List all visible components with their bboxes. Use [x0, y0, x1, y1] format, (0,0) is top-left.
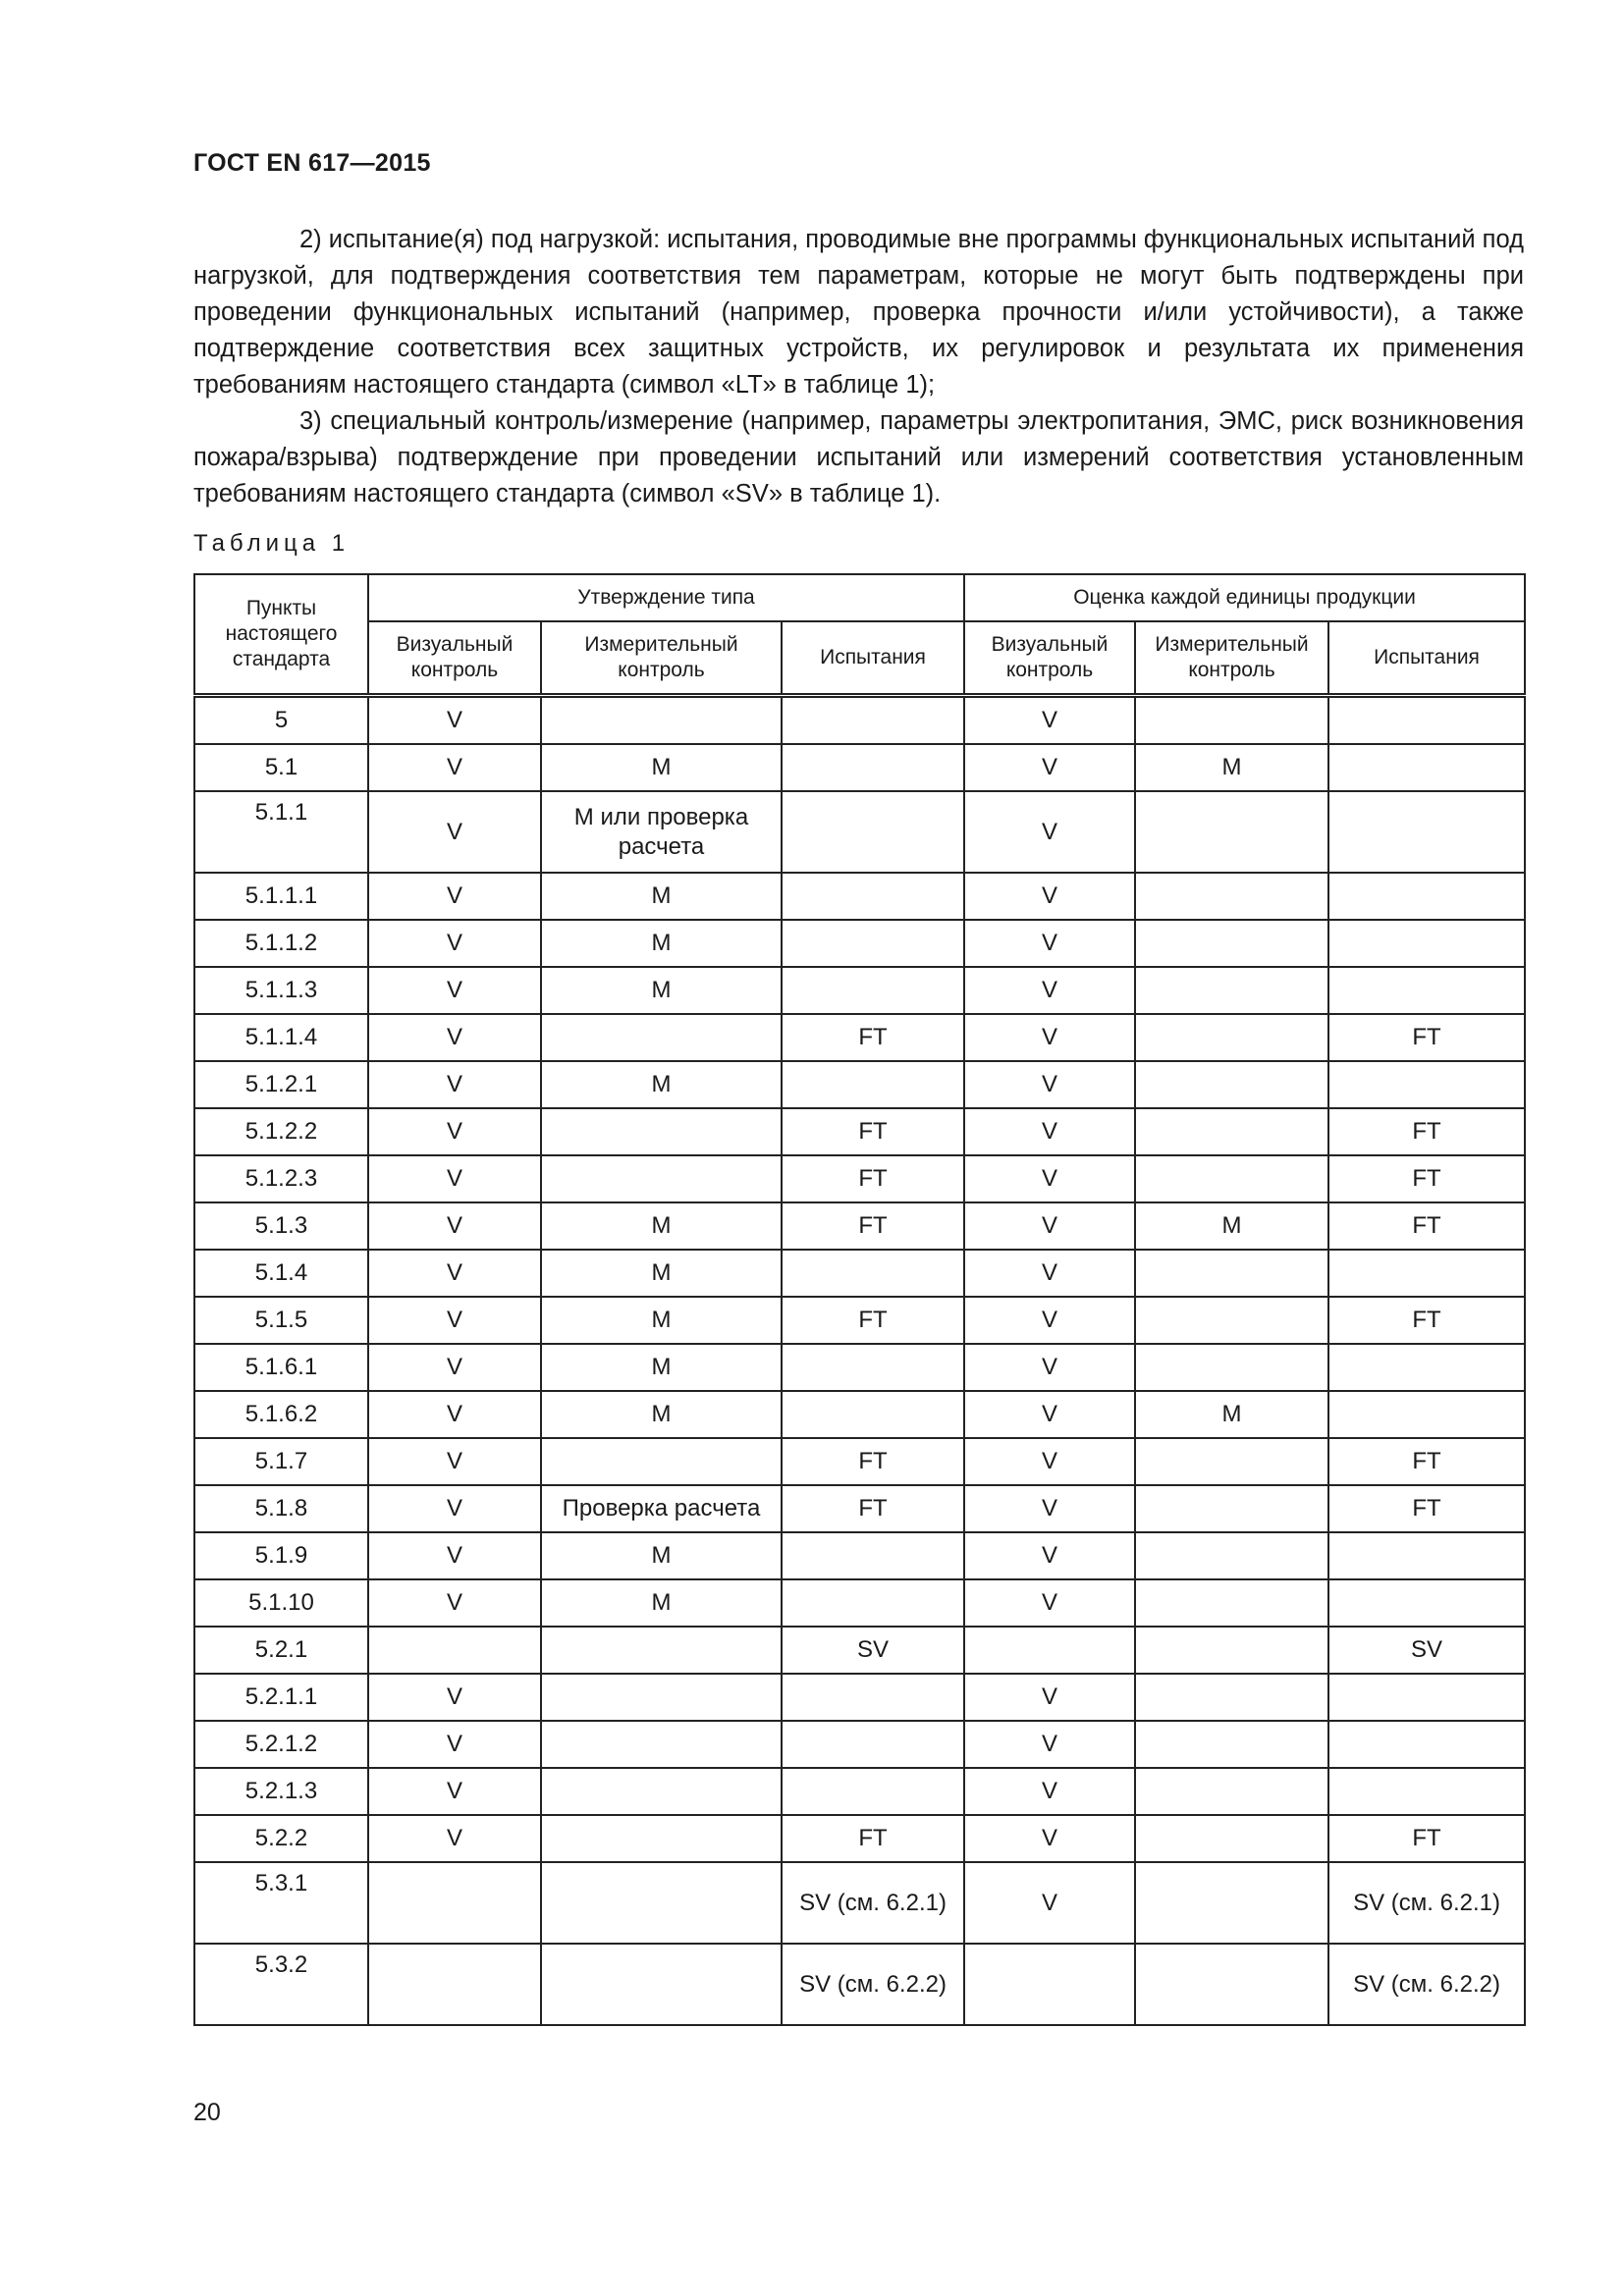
- cell-unit-visual: V: [964, 696, 1135, 745]
- table-row: [194, 920, 1525, 967]
- cell-clause: 5.1.9: [194, 1532, 368, 1579]
- cell-type-test: FT: [782, 1108, 964, 1155]
- cell-unit-visual: V: [964, 920, 1135, 967]
- cell-type-measure: M: [541, 1250, 782, 1297]
- cell-type-visual: V: [368, 1768, 541, 1815]
- cell-type-measure: [541, 1438, 782, 1485]
- cell-unit-visual: V: [964, 1108, 1135, 1155]
- table-row: [194, 1061, 1525, 1108]
- cell-unit-test: SV (см. 6.2.2): [1328, 1944, 1525, 2025]
- cell-unit-visual: V: [964, 1485, 1135, 1532]
- cell-unit-visual: V: [964, 873, 1135, 920]
- table-row: [194, 744, 1525, 791]
- cell-unit-measure: [1135, 696, 1328, 745]
- cell-unit-visual: V: [964, 1674, 1135, 1721]
- cell-unit-test: [1328, 791, 1525, 873]
- cell-clause: 5.1.3: [194, 1202, 368, 1250]
- cell-type-test: [782, 1674, 964, 1721]
- cell-unit-visual: V: [964, 1202, 1135, 1250]
- cell-type-measure: M: [541, 1391, 782, 1438]
- cell-type-test: [782, 744, 964, 791]
- cell-unit-test: [1328, 696, 1525, 745]
- table-row: [194, 1815, 1525, 1862]
- cell-clause: 5.1.6.2: [194, 1391, 368, 1438]
- cell-unit-measure: [1135, 1532, 1328, 1579]
- cell-type-visual: V: [368, 1674, 541, 1721]
- document-code: ГОСТ EN 617—2015: [193, 149, 431, 177]
- cell-type-measure: [541, 1721, 782, 1768]
- cell-type-visual: V: [368, 1579, 541, 1627]
- cell-unit-visual: V: [964, 1391, 1135, 1438]
- cell-unit-visual: V: [964, 1344, 1135, 1391]
- cell-clause: 5.3.1: [194, 1862, 368, 1944]
- cell-type-measure: [541, 1815, 782, 1862]
- cell-type-visual: V: [368, 1014, 541, 1061]
- header-test-2: Испытания: [1328, 621, 1525, 696]
- cell-unit-measure: [1135, 920, 1328, 967]
- cell-type-test: FT: [782, 1155, 964, 1202]
- cell-type-visual: [368, 1944, 541, 2025]
- cell-type-measure: M: [541, 1532, 782, 1579]
- cell-clause: 5.1.10: [194, 1579, 368, 1627]
- table-row: [194, 1155, 1525, 1202]
- cell-unit-test: [1328, 967, 1525, 1014]
- cell-unit-visual: V: [964, 1768, 1135, 1815]
- cell-type-test: [782, 873, 964, 920]
- table-row: [194, 1485, 1525, 1532]
- cell-unit-measure: [1135, 1297, 1328, 1344]
- header-unit-evaluation: Оценка каждой единицы продукции: [964, 574, 1525, 621]
- cell-unit-measure: [1135, 1768, 1328, 1815]
- cell-unit-visual: V: [964, 967, 1135, 1014]
- cell-type-measure: M: [541, 1202, 782, 1250]
- cell-unit-visual: [964, 1944, 1135, 2025]
- cell-unit-measure: [1135, 1485, 1328, 1532]
- cell-type-visual: V: [368, 873, 541, 920]
- cell-unit-measure: M: [1135, 1391, 1328, 1438]
- cell-type-visual: V: [368, 920, 541, 967]
- cell-type-test: FT: [782, 1202, 964, 1250]
- cell-type-measure: M: [541, 1061, 782, 1108]
- cell-clause: 5.3.2: [194, 1944, 368, 2025]
- header-measure-2: Измерительный контроль: [1135, 621, 1328, 696]
- cell-unit-measure: [1135, 1438, 1328, 1485]
- cell-unit-test: [1328, 1061, 1525, 1108]
- cell-type-test: FT: [782, 1438, 964, 1485]
- cell-unit-test: [1328, 1250, 1525, 1297]
- cell-unit-measure: [1135, 1344, 1328, 1391]
- cell-type-visual: V: [368, 1721, 541, 1768]
- table-row: [194, 791, 1525, 873]
- table-row: [194, 1721, 1525, 1768]
- cell-unit-measure: [1135, 1674, 1328, 1721]
- cell-type-measure: [541, 696, 782, 745]
- cell-type-test: [782, 1579, 964, 1627]
- cell-unit-test: FT: [1328, 1485, 1525, 1532]
- cell-type-test: FT: [782, 1815, 964, 1862]
- cell-unit-visual: V: [964, 1815, 1135, 1862]
- cell-unit-test: FT: [1328, 1108, 1525, 1155]
- cell-clause: 5.2.1.3: [194, 1768, 368, 1815]
- cell-unit-visual: V: [964, 1155, 1135, 1202]
- cell-unit-visual: V: [964, 1250, 1135, 1297]
- cell-type-visual: V: [368, 1344, 541, 1391]
- table-row: [194, 1297, 1525, 1344]
- cell-unit-measure: [1135, 1061, 1328, 1108]
- cell-type-test: SV (см. 6.2.2): [782, 1944, 964, 2025]
- cell-type-visual: V: [368, 791, 541, 873]
- cell-type-measure: M: [541, 920, 782, 967]
- cell-type-measure: [541, 1014, 782, 1061]
- cell-unit-measure: [1135, 791, 1328, 873]
- table-row: [194, 1627, 1525, 1674]
- cell-type-test: [782, 1344, 964, 1391]
- cell-unit-test: SV: [1328, 1627, 1525, 1674]
- paragraph-special-control: 3) специальный контроль/измерение (например, параметры электропитания, ЭМС, риск возникновения пожара/взрыва) подтверждение при проведении испытаний или измерений соответствия установленным требованиям настоящего стандарта (символ «SV» в таблице 1).: [193, 407, 1524, 507]
- cell-unit-visual: V: [964, 1721, 1135, 1768]
- cell-type-measure: [541, 1674, 782, 1721]
- cell-unit-measure: [1135, 1815, 1328, 1862]
- cell-clause: 5.1.1.1: [194, 873, 368, 920]
- table-row: [194, 1344, 1525, 1391]
- cell-unit-test: FT: [1328, 1155, 1525, 1202]
- cell-unit-test: [1328, 1344, 1525, 1391]
- cell-type-measure: [541, 1627, 782, 1674]
- cell-clause: 5.1.1: [194, 791, 368, 873]
- table-row: [194, 967, 1525, 1014]
- cell-clause: 5.1.4: [194, 1250, 368, 1297]
- cell-clause: 5.1.1.4: [194, 1014, 368, 1061]
- cell-unit-test: [1328, 1674, 1525, 1721]
- cell-type-visual: V: [368, 696, 541, 745]
- cell-clause: 5.1.6.1: [194, 1344, 368, 1391]
- header-measure-1: Измерительный контроль: [541, 621, 782, 696]
- cell-clause: 5: [194, 696, 368, 745]
- cell-unit-measure: [1135, 1014, 1328, 1061]
- cell-clause: 5.2.1: [194, 1627, 368, 1674]
- cell-type-measure: M: [541, 1297, 782, 1344]
- cell-type-test: [782, 967, 964, 1014]
- cell-type-measure: [541, 1944, 782, 2025]
- body-text: [193, 222, 1524, 512]
- cell-type-test: [782, 1391, 964, 1438]
- cell-unit-measure: [1135, 1862, 1328, 1944]
- cell-type-visual: V: [368, 1250, 541, 1297]
- cell-type-visual: [368, 1627, 541, 1674]
- cell-clause: 5.1: [194, 744, 368, 791]
- cell-type-visual: V: [368, 1391, 541, 1438]
- cell-type-visual: V: [368, 1155, 541, 1202]
- table-row: [194, 1014, 1525, 1061]
- cell-type-test: [782, 1768, 964, 1815]
- cell-type-measure: Проверка расчета: [541, 1485, 782, 1532]
- cell-unit-measure: [1135, 1155, 1328, 1202]
- header-visual-2: Визуальный контроль: [964, 621, 1135, 696]
- cell-unit-measure: [1135, 1579, 1328, 1627]
- table-row: [194, 1438, 1525, 1485]
- cell-clause: 5.1.8: [194, 1485, 368, 1532]
- cell-type-measure: M: [541, 1579, 782, 1627]
- cell-type-visual: [368, 1862, 541, 1944]
- cell-type-test: [782, 920, 964, 967]
- cell-type-visual: V: [368, 1297, 541, 1344]
- cell-unit-test: [1328, 1721, 1525, 1768]
- cell-clause: 5.1.1.3: [194, 967, 368, 1014]
- header-visual-1: Визуальный контроль: [368, 621, 541, 696]
- cell-unit-visual: V: [964, 791, 1135, 873]
- cell-unit-test: [1328, 1768, 1525, 1815]
- cell-type-measure: [541, 1155, 782, 1202]
- cell-type-test: FT: [782, 1297, 964, 1344]
- cell-unit-measure: M: [1135, 744, 1328, 791]
- cell-unit-visual: V: [964, 1014, 1135, 1061]
- table-row: [194, 1108, 1525, 1155]
- cell-unit-visual: V: [964, 1438, 1135, 1485]
- cell-unit-measure: [1135, 1721, 1328, 1768]
- cell-unit-measure: [1135, 967, 1328, 1014]
- cell-clause: 5.1.2.1: [194, 1061, 368, 1108]
- cell-type-test: FT: [782, 1485, 964, 1532]
- cell-unit-visual: V: [964, 1579, 1135, 1627]
- cell-unit-visual: V: [964, 1862, 1135, 1944]
- cell-unit-test: SV (см. 6.2.1): [1328, 1862, 1525, 1944]
- cell-type-test: [782, 696, 964, 745]
- table-row: [194, 1944, 1525, 2025]
- cell-unit-visual: V: [964, 1532, 1135, 1579]
- cell-clause: 5.1.2.2: [194, 1108, 368, 1155]
- cell-type-visual: V: [368, 967, 541, 1014]
- table-row: [194, 1768, 1525, 1815]
- cell-type-test: [782, 1250, 964, 1297]
- cell-unit-visual: [964, 1627, 1135, 1674]
- cell-unit-test: FT: [1328, 1815, 1525, 1862]
- cell-type-test: [782, 1061, 964, 1108]
- cell-unit-test: [1328, 1532, 1525, 1579]
- table-caption: Таблица 1: [193, 530, 351, 557]
- header-test-1: Испытания: [782, 621, 964, 696]
- cell-type-measure: [541, 1108, 782, 1155]
- cell-type-measure: M: [541, 967, 782, 1014]
- cell-unit-visual: V: [964, 1297, 1135, 1344]
- cell-type-test: FT: [782, 1014, 964, 1061]
- cell-type-test: SV: [782, 1627, 964, 1674]
- cell-type-test: [782, 791, 964, 873]
- cell-type-measure: M: [541, 873, 782, 920]
- cell-type-visual: V: [368, 1438, 541, 1485]
- cell-type-measure: М или проверка расчета: [541, 791, 782, 873]
- page-number: 20: [193, 2099, 221, 2126]
- cell-unit-measure: [1135, 1627, 1328, 1674]
- table-row: [194, 1862, 1525, 1944]
- cell-unit-test: FT: [1328, 1014, 1525, 1061]
- cell-type-measure: [541, 1862, 782, 1944]
- table-row: [194, 1674, 1525, 1721]
- paragraph-load-tests: 2) испытание(я) под нагрузкой: испытания, проводимые вне программы функциональных испытаний под нагрузкой, для подтверждения соответствия тем параметрам, которые не могут быть подтверждены при проведении функциональных испытаний (например, проверка прочности и/или устойчивости), а также подтверждение соответствия всех защитных устройств, их регулировок и результата их применения требованиям настоящего стандарта (символ «LT» в таблице 1);: [193, 226, 1524, 399]
- cell-type-visual: V: [368, 1202, 541, 1250]
- cell-type-measure: M: [541, 744, 782, 791]
- cell-unit-visual: V: [964, 744, 1135, 791]
- cell-unit-test: [1328, 1579, 1525, 1627]
- header-clause: Пункты настоящего стандарта: [194, 574, 368, 696]
- cell-clause: 5.1.7: [194, 1438, 368, 1485]
- header-type-approval: Утверждение типа: [368, 574, 964, 621]
- verification-table: [193, 573, 1526, 2026]
- table-body: [194, 696, 1525, 2026]
- table-row: [194, 1579, 1525, 1627]
- cell-type-visual: V: [368, 1532, 541, 1579]
- cell-unit-measure: [1135, 1108, 1328, 1155]
- cell-unit-test: FT: [1328, 1438, 1525, 1485]
- cell-type-test: [782, 1721, 964, 1768]
- table-row: [194, 696, 1525, 745]
- cell-clause: 5.1.2.3: [194, 1155, 368, 1202]
- cell-type-visual: V: [368, 1485, 541, 1532]
- table-row: [194, 1391, 1525, 1438]
- cell-unit-test: FT: [1328, 1202, 1525, 1250]
- cell-unit-test: FT: [1328, 1297, 1525, 1344]
- cell-clause: 5.1.5: [194, 1297, 368, 1344]
- cell-type-visual: V: [368, 1061, 541, 1108]
- cell-clause: 5.1.1.2: [194, 920, 368, 967]
- cell-clause: 5.2.1.1: [194, 1674, 368, 1721]
- cell-unit-test: [1328, 1391, 1525, 1438]
- cell-unit-test: [1328, 873, 1525, 920]
- cell-unit-measure: [1135, 873, 1328, 920]
- cell-type-measure: [541, 1768, 782, 1815]
- table-row: [194, 873, 1525, 920]
- cell-type-test: [782, 1532, 964, 1579]
- cell-unit-test: [1328, 744, 1525, 791]
- cell-type-test: SV (см. 6.2.1): [782, 1862, 964, 1944]
- cell-unit-measure: [1135, 1250, 1328, 1297]
- table-row: [194, 1250, 1525, 1297]
- cell-type-visual: V: [368, 1815, 541, 1862]
- cell-type-visual: V: [368, 744, 541, 791]
- table-row: [194, 1202, 1525, 1250]
- cell-clause: 5.2.2: [194, 1815, 368, 1862]
- table-row: [194, 1532, 1525, 1579]
- cell-unit-test: [1328, 920, 1525, 967]
- cell-clause: 5.2.1.2: [194, 1721, 368, 1768]
- cell-unit-measure: [1135, 1944, 1328, 2025]
- cell-type-measure: M: [541, 1344, 782, 1391]
- cell-unit-measure: M: [1135, 1202, 1328, 1250]
- cell-unit-visual: V: [964, 1061, 1135, 1108]
- cell-type-visual: V: [368, 1108, 541, 1155]
